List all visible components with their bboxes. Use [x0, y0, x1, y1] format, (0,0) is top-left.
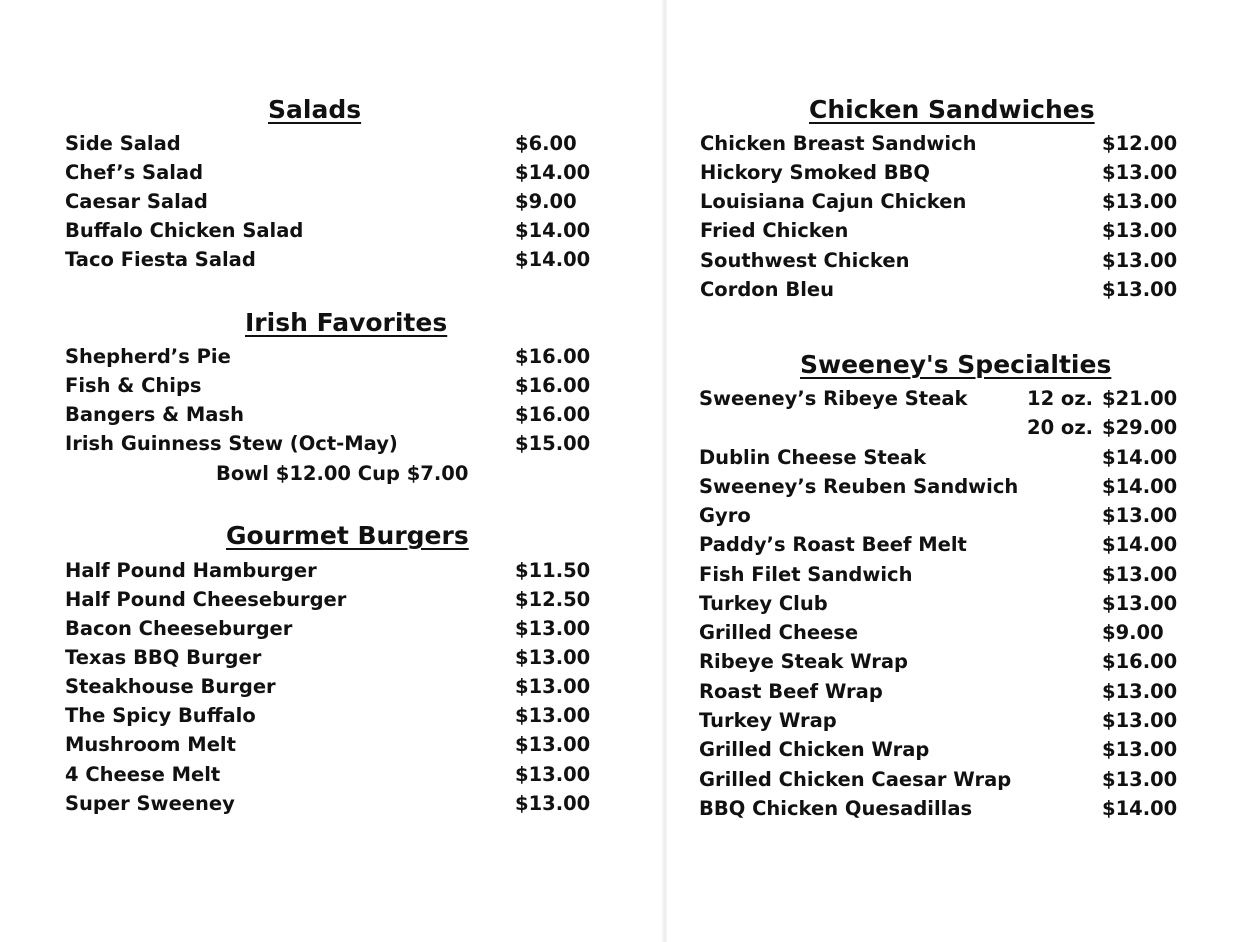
menu-item: Buffalo Chicken Salad $14.00: [65, 219, 591, 242]
menu-item: Paddy’s Roast Beef Melt $14.00: [699, 533, 1178, 556]
menu-item: Grilled Chicken Caesar Wrap $13.00: [699, 768, 1178, 791]
menu-item: Steakhouse Burger $13.00: [65, 675, 591, 698]
menu-item: Chicken Breast Sandwich $12.00: [700, 132, 1178, 155]
stew-bowl-cup-prices: Bowl $12.00 Cup $7.00: [216, 462, 469, 485]
section-title-salads: Salads: [268, 95, 362, 124]
menu-item: Irish Guinness Stew (Oct-May) $15.00: [65, 432, 591, 455]
menu-item: Half Pound Hamburger $11.50: [65, 559, 591, 582]
menu-item: Ribeye Steak Wrap $16.00: [699, 650, 1178, 673]
section-title-chicken-sandwiches: Chicken Sandwiches: [809, 95, 1095, 124]
section-title-gourmet-burgers: Gourmet Burgers: [226, 521, 469, 550]
menu-item: Cordon Bleu $13.00: [700, 278, 1178, 301]
section-title-irish-favorites: Irish Favorites: [245, 308, 448, 337]
menu-item: Sweeney’s Ribeye Steak 12 oz. $21.00: [699, 387, 1178, 410]
menu-item: Fish & Chips $16.00: [65, 374, 591, 397]
menu-item: Fish Filet Sandwich $13.00: [699, 563, 1178, 586]
menu-item: Bacon Cheeseburger $13.00: [65, 617, 591, 640]
menu-item: The Spicy Buffalo $13.00: [65, 704, 591, 727]
menu-item: Caesar Salad $9.00: [65, 190, 577, 213]
menu-item: Fried Chicken $13.00: [700, 219, 1178, 242]
menu-item: BBQ Chicken Quesadillas $14.00: [699, 797, 1178, 820]
menu-item: Shepherd’s Pie $16.00: [65, 345, 591, 368]
menu-item: 4 Cheese Melt $13.00: [65, 763, 591, 786]
menu-item: Roast Beef Wrap $13.00: [699, 680, 1178, 703]
section-title-sweeneys-specialties: Sweeney's Specialties: [800, 350, 1112, 379]
menu-item: Hickory Smoked BBQ $13.00: [700, 161, 1178, 184]
menu-item: Taco Fiesta Salad $14.00: [65, 248, 591, 271]
menu-item: Louisiana Cajun Chicken $13.00: [700, 190, 1178, 213]
menu-item: Side Salad $6.00: [65, 132, 577, 155]
menu-item: Half Pound Cheeseburger $12.50: [65, 588, 591, 611]
menu-item: Chef’s Salad $14.00: [65, 161, 591, 184]
menu-item: Grilled Chicken Wrap $13.00: [699, 738, 1178, 761]
menu-item: Dublin Cheese Steak $14.00: [699, 446, 1178, 469]
menu-item: Texas BBQ Burger $13.00: [65, 646, 591, 669]
menu-item: Super Sweeney $13.00: [65, 792, 591, 815]
menu-item: Southwest Chicken $13.00: [700, 249, 1178, 272]
menu-item: Turkey Wrap $13.00: [699, 709, 1178, 732]
menu-item: Gyro $13.00: [699, 504, 1178, 527]
menu-item: Mushroom Melt $13.00: [65, 733, 591, 756]
menu-item: Sweeney’s Reuben Sandwich $14.00: [699, 475, 1178, 498]
page-fold: [662, 0, 667, 942]
menu-item: Turkey Club $13.00: [699, 592, 1178, 615]
menu-item: Bangers & Mash $16.00: [65, 403, 591, 426]
right-menu-page: [668, 0, 1258, 942]
menu-item: 20 oz. $29.00: [1027, 416, 1178, 439]
menu-item: Grilled Cheese $9.00: [699, 621, 1164, 644]
